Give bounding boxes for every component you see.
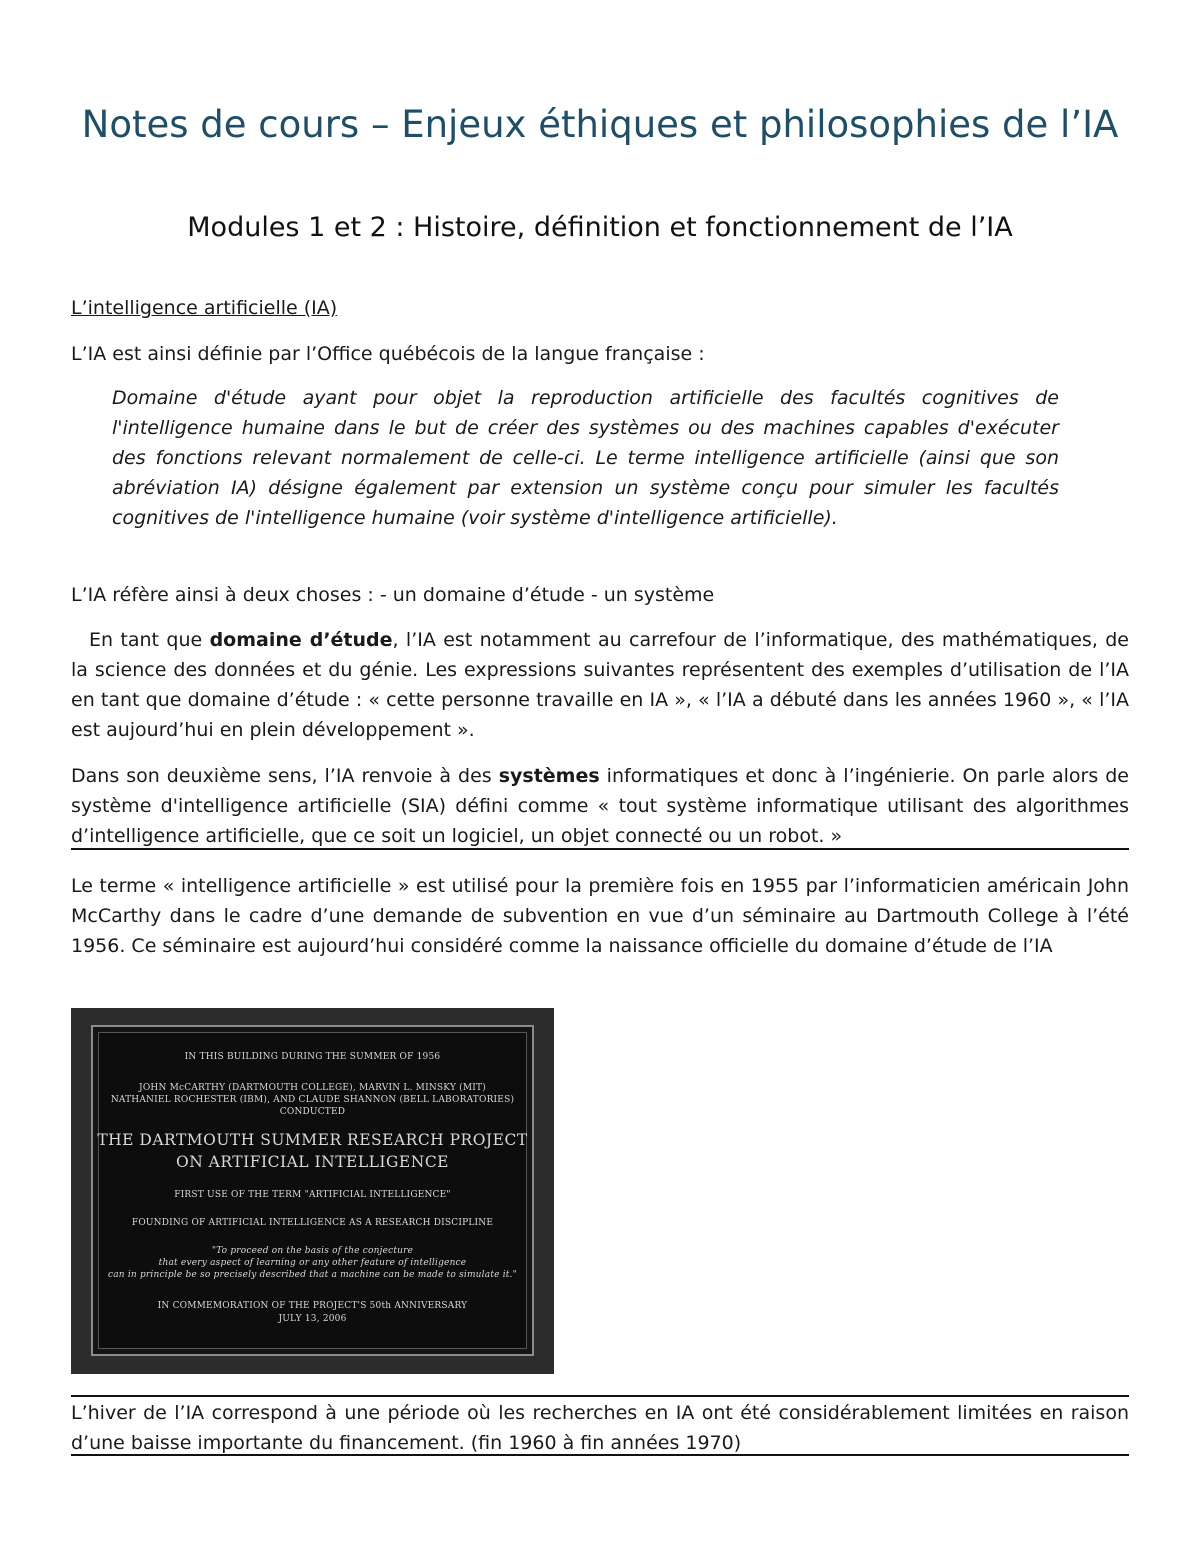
paragraph-term-origin: Le terme « intelligence artificielle » est utilisé pour la première fois en 1955 par l’informaticien américain John McCarthy dans le cadre d’une demande de subvention en vue d’un séminaire au Dartmouth College à l’été 1956. Ce séminaire est aujourd’hui considéré comme la naissance officielle du domaine d’étude de l’IA (71, 875, 1129, 957)
paragraph-ai-winter: L’hiver de l’IA correspond à une période où les recherches en IA ont été considérablement limitées en raison d’une baisse importante du financement. (fin 1960 à fin années 1970) (71, 1402, 1129, 1454)
dartmouth-plaque-photo (71, 1008, 554, 1374)
plaque-heading: THE DARTMOUTH SUMMER RESEARCH PROJECT (97, 1131, 528, 1149)
p3-text-after: , l’IA est notamment au carrefour de l’informatique, des mathématiques, de la science des données et du génie. Les expressions suivantes représentent des exemples d’utilisation de l’IA en tant que domaine d’étude : « cette personne travaille en IA », « l’IA a débuté dans les années 1960 », « l’IA est aujourd’hui en plein développement ». (71, 629, 1129, 741)
paragraph-systems (71, 761, 1129, 851)
plaque-heading: ON ARTIFICIAL INTELLIGENCE (175, 1153, 449, 1171)
plaque-line: IN THIS BUILDING DURING THE SUMMER OF 1956 (184, 1052, 441, 1062)
p4-text-after: informatiques et donc à l’ingénierie. On parle alors de système d'intelligence artificielle (SIA) défini comme « tout système informatique utilisant des algorithmes d’intelligence artificielle, que ce soit un logiciel, un objet connecté ou un robot. » (71, 765, 1129, 847)
document-title: Notes de cours – Enjeux éthiques et philosophies de l’IA (81, 103, 1119, 146)
p4-bold-term: systèmes (498, 765, 600, 787)
p3-text-before: En tant que (89, 629, 210, 651)
plaque-quote-line: that every aspect of learning or any other feature of intelligence (158, 1258, 467, 1268)
paragraph-two-meanings: L’IA réfère ainsi à deux choses : - un domaine d’étude - un système (71, 584, 715, 606)
plaque-quote-line: can in principle be so precisely described that a machine can be made to simulate it." (107, 1270, 518, 1280)
divider (71, 848, 1129, 850)
divider (71, 1395, 1129, 1397)
document-subtitle: Modules 1 et 2 : Histoire, définition et fonctionnement de l’IA (187, 212, 1013, 243)
paragraph-field-of-study (71, 625, 1129, 745)
plaque-line: JULY 13, 2006 (278, 1314, 347, 1324)
plaque-line: CONDUCTED (279, 1107, 346, 1117)
plaque-quote-line: "To proceed on the basis of the conjecture (211, 1246, 414, 1256)
p4-text-before: Dans son deuxième sens, l’IA renvoie à des (71, 765, 499, 787)
paragraph-definition-intro: L’IA est ainsi définie par l’Office québécois de la langue française : (71, 343, 705, 365)
plaque-line: IN COMMEMORATION OF THE PROJECT'S 50th ANNIVERSARY (157, 1301, 468, 1311)
section-heading: L’intelligence artificielle (IA) (71, 297, 338, 319)
plaque-line: NATHANIEL ROCHESTER (IBM), AND CLAUDE SHANNON (BELL LABORATORIES) (110, 1095, 515, 1105)
plaque-line: JOHN McCARTHY (DARTMOUTH COLLEGE), MARVIN L. MINSKY (MIT) (139, 1083, 486, 1093)
definition-quote: Domaine d'étude ayant pour objet la reproduction artificielle des facultés cognitives de l'intelligence humaine dans le but de créer des systèmes ou des machines capables d'exécuter des fonctions relevant normalement de celle-ci. Le terme intelligence artificielle (ainsi que son abréviation IA) désigne également par extension un système conçu pour simuler les facultés cognitives de l'intelligence humaine (voir système d'intelligence artificielle). (112, 387, 1059, 529)
plaque-line: FIRST USE OF THE TERM "ARTIFICIAL INTELLIGENCE" (174, 1190, 451, 1200)
divider (71, 1454, 1129, 1456)
p3-bold-term: domaine d’étude (209, 629, 393, 651)
plaque (91, 1025, 534, 1356)
plaque-line: FOUNDING OF ARTIFICIAL INTELLIGENCE AS A RESEARCH DISCIPLINE (131, 1218, 494, 1228)
